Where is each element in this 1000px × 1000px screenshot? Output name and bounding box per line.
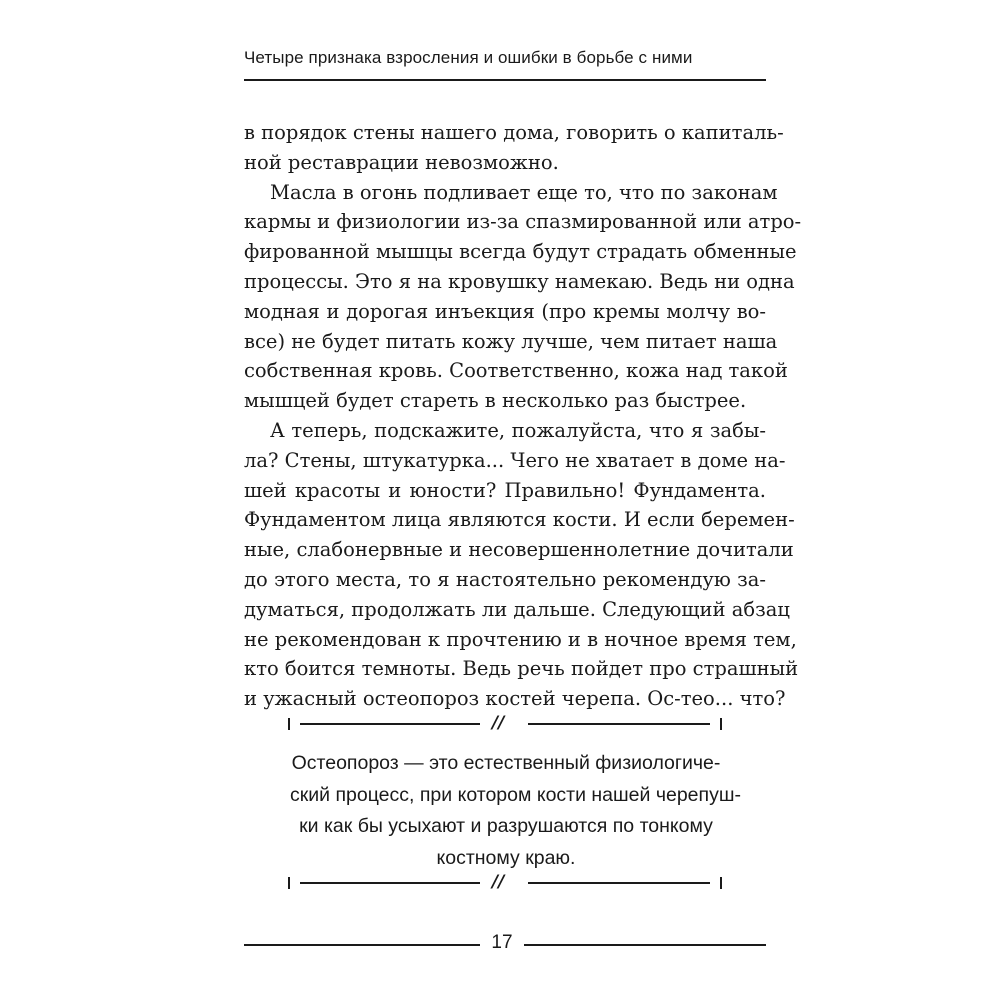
divider-line [300,882,480,884]
text-line: шей красоты и юности? Правильно! Фундамента. [244,478,766,502]
callout-line: ский процесс, при котором кости нашей черепуш- [290,783,741,806]
divider-line [528,723,710,725]
callout-box [290,748,741,874]
callout-bottom-divider [288,872,722,892]
text-line: ные, слабонервные и несовершеннолетние дочитали [244,538,794,562]
paragraph [244,416,799,714]
text-line: ной реставрации невозможно. [244,150,559,174]
text-line: не рекомендован к прочтению и в ночное время тем, [244,627,797,651]
divider-line [300,723,480,725]
divider-mark: // [492,872,505,892]
text-line: в порядок стены нашего дома, говорить о капиталь- [244,121,784,144]
text-line: Масла в огонь подливает еще то, что по законам [270,180,778,204]
text-line: мышцей будет стареть в несколько раз быстрее. [244,389,747,413]
callout-line: костному краю. [436,846,576,869]
main-text [244,118,802,714]
text-line: модная и дорогая инъекция (про кремы молчу во- [244,299,766,323]
footer-rule-right [524,944,766,946]
text-line: процессы. Это я на кровушку намекаю. Ведь ни одна [244,269,795,293]
divider-mark: // [492,713,505,733]
callout-top-divider [288,713,722,733]
text-line: собственная кровь. Соответственно, кожа над такой [244,359,788,383]
divider-line [528,882,710,884]
text-line: А теперь, подскажите, пожалуйста, что я забы- [270,418,766,442]
text-line: до этого места, то я настоятельно рекомендую за- [244,567,766,591]
running-head: Четыре признака взросления и ошибки в борьбе с ними [244,48,693,67]
divider-tick [720,718,722,730]
divider-tick [720,877,722,889]
footer-rule-left [244,944,480,946]
text-line: и ужасный остеопороз костей черепа. Ос-тео... что? [244,687,786,711]
paragraph [244,118,784,178]
callout-line: Остеопороз — это естественный физиологиче- [291,752,721,774]
page-number: 17 [491,932,513,953]
callout-line: ки как бы усыхают и разрушаются по тонкому [299,815,713,837]
paragraph [244,178,802,416]
divider-tick [288,718,290,730]
text-line: кто боится темноты. Ведь речь пойдет про страшный [244,657,799,681]
text-line: ла? Стены, штукатурка... Чего не хватает в доме на- [244,448,786,472]
divider-tick [288,877,290,889]
text-line: Фундаментом лица являются кости. И если беремен- [244,508,795,532]
text-line: кармы и физиологии из-за спазмированной или атро- [244,210,802,234]
text-line: думаться, продолжать ли дальше. Следующий абзац [244,597,790,621]
text-line: фированной мышцы всегда будут страдать обменные [244,240,797,264]
header-rule [244,79,766,81]
text-line: все) не будет питать кожу лучше, чем питает наша [244,329,778,353]
